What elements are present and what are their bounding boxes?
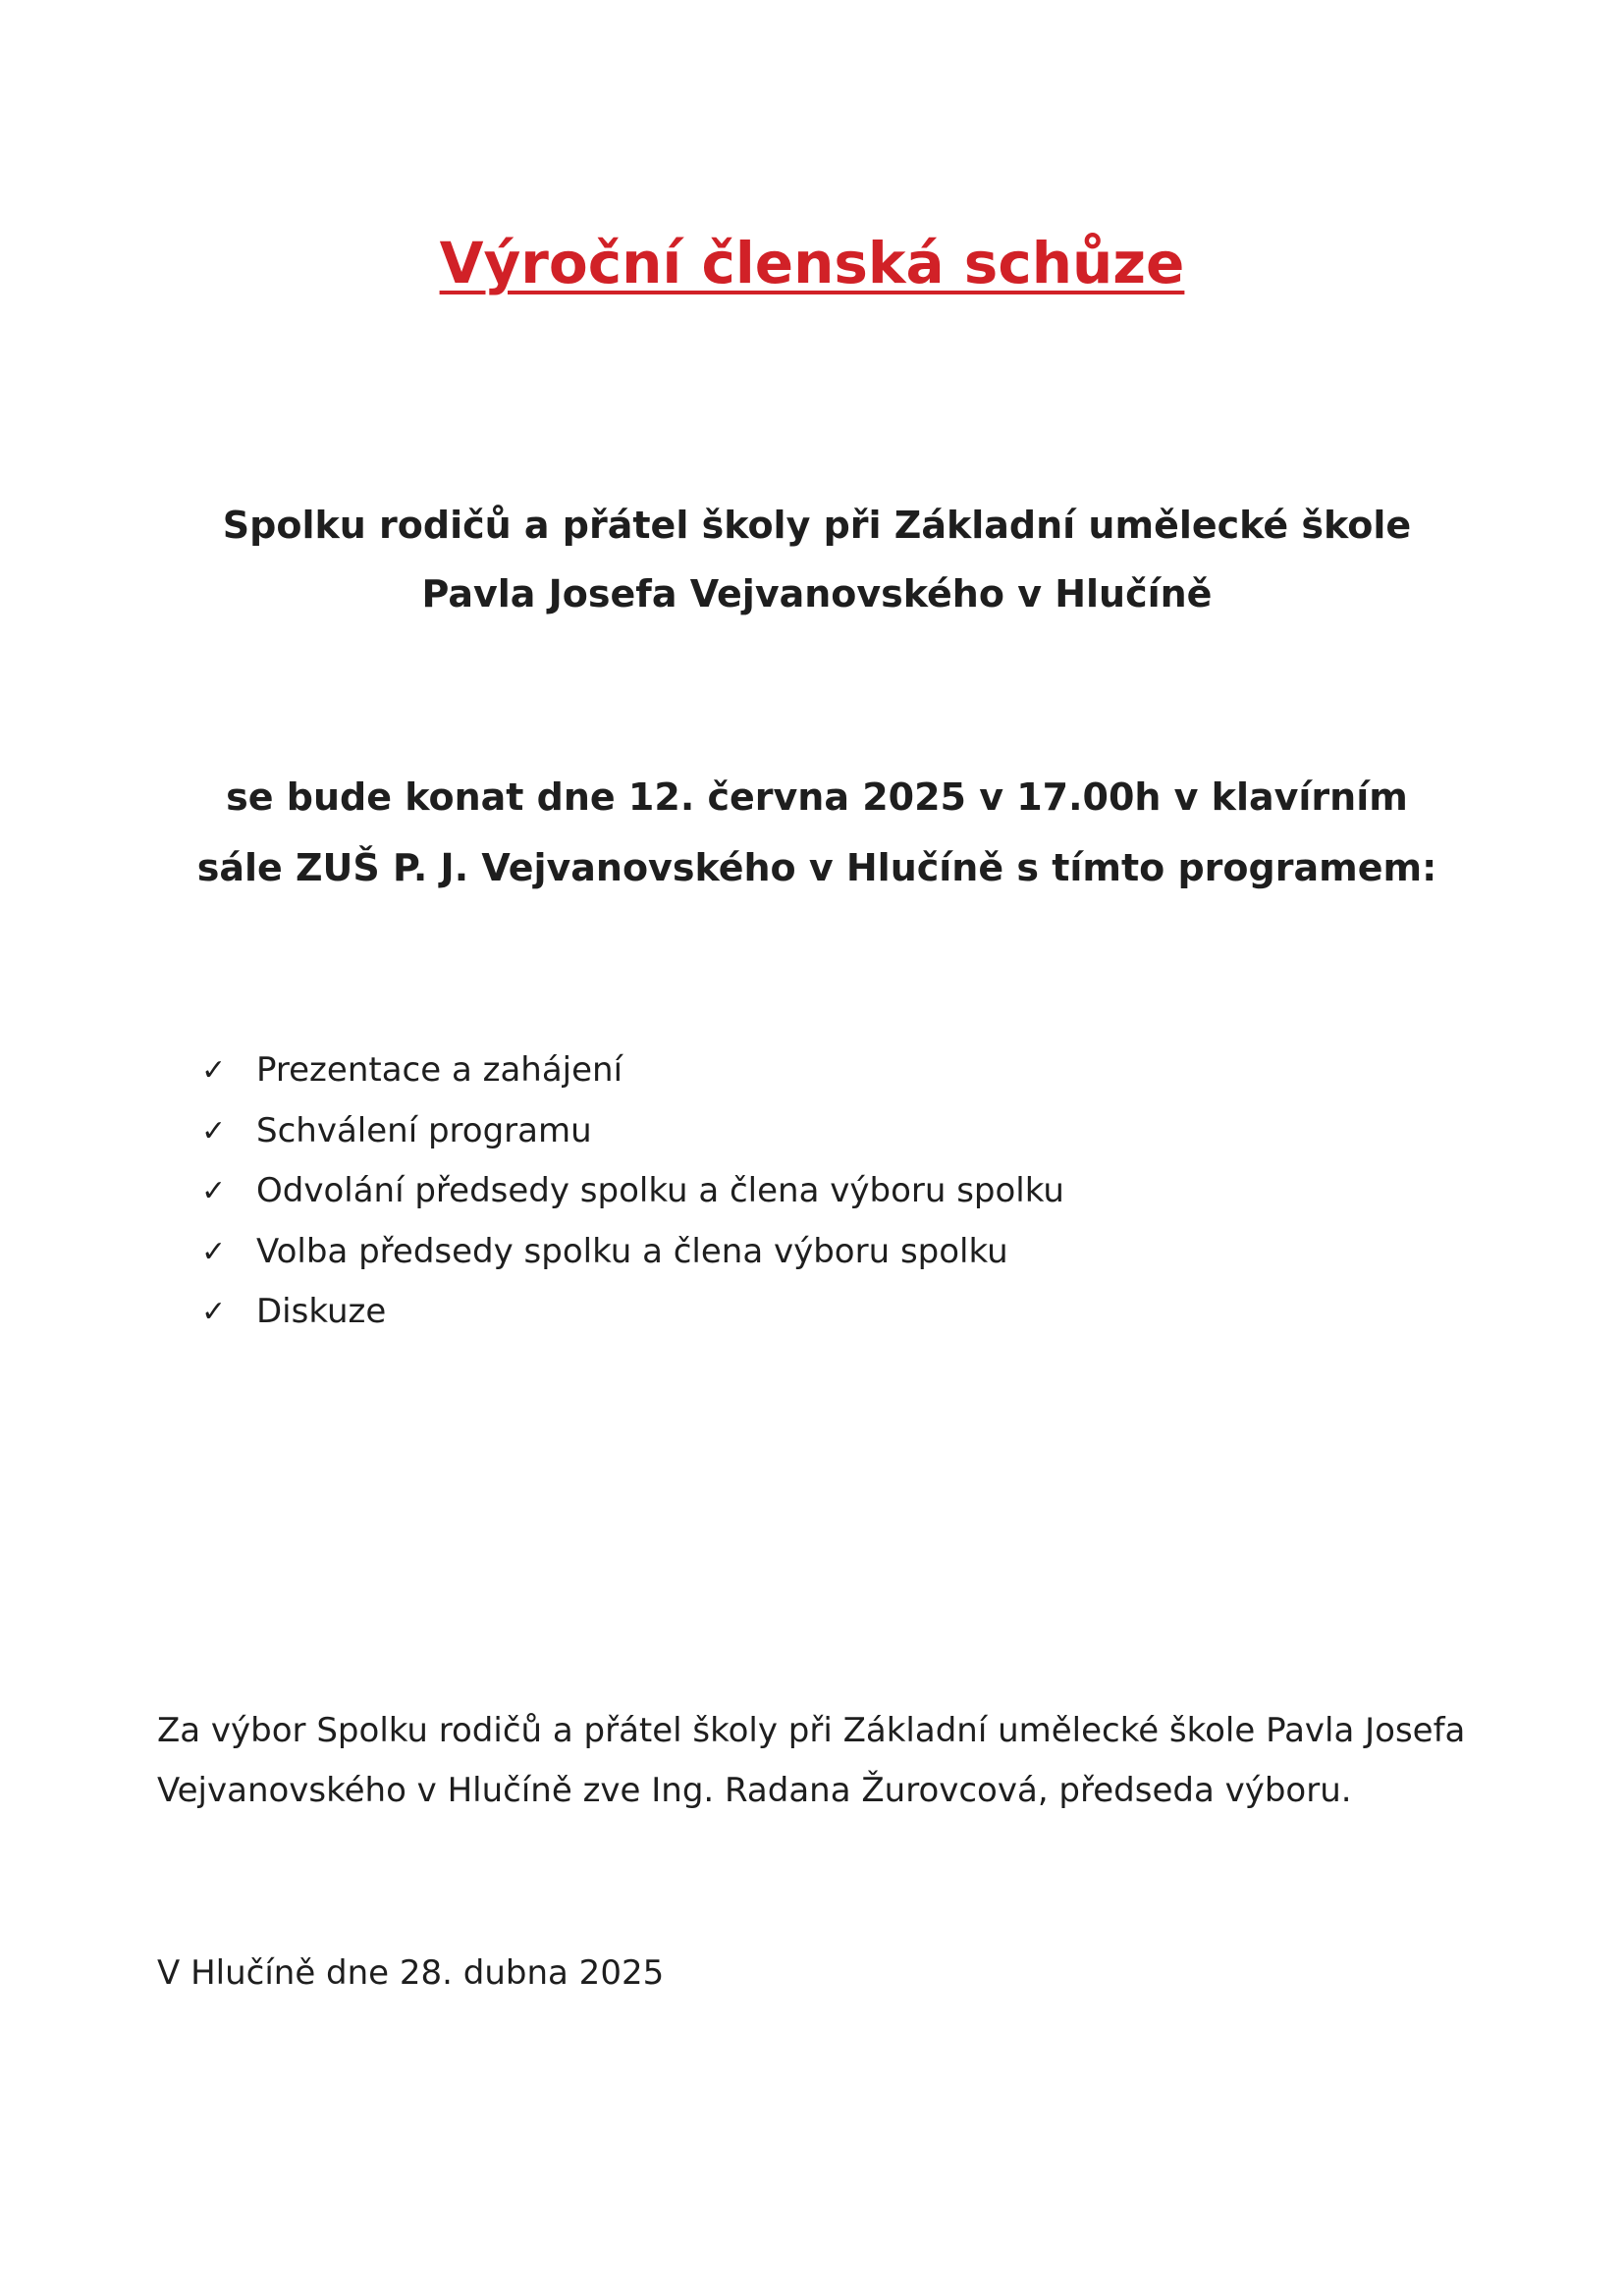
checkmark-icon: ✓: [201, 1234, 227, 1269]
program-item-label: Diskuze: [256, 1292, 387, 1331]
program-item: [201, 1282, 1064, 1343]
organization-heading: [0, 491, 1624, 628]
document-title: Výroční členská schůze: [439, 230, 1185, 296]
program-item: [201, 1222, 1064, 1283]
organization-line-2: Pavla Josefa Vejvanovského v Hlučíně: [421, 572, 1213, 615]
program-item-label: Prezentace a zahájení: [256, 1050, 623, 1090]
invitation-line-1: Za výbor Spolku rodičů a přátel školy při Základní umělecké škole Pavla Josefa: [157, 1711, 1466, 1750]
checkmark-icon: ✓: [201, 1174, 227, 1208]
program-list: [201, 1041, 1064, 1343]
event-details: [0, 762, 1624, 903]
program-item-label: Odvolání předsedy spolku a člena výboru spolku: [256, 1171, 1064, 1210]
checkmark-icon: ✓: [201, 1113, 227, 1148]
checkmark-icon: ✓: [201, 1053, 227, 1088]
organization-line-1: Spolku rodičů a přátel školy při Základní umělecké škole: [222, 504, 1412, 547]
program-item: [201, 1161, 1064, 1222]
event-line-1: se bude konat dne 12. června 2025 v 17.00h v klavírním: [226, 775, 1408, 819]
invitation-paragraph: [157, 1701, 1532, 1821]
place-and-date: V Hlučíně dne 28. dubna 2025: [157, 1953, 665, 1993]
program-item: [201, 1041, 1064, 1101]
program-item-label: Schválení programu: [256, 1110, 592, 1150]
event-line-2: sále ZUŠ P. J. Vejvanovského v Hlučíně s tímto programem:: [196, 846, 1437, 889]
program-item: [201, 1101, 1064, 1162]
program-item-label: Volba předsedy spolku a člena výboru spolku: [256, 1231, 1008, 1271]
invitation-line-2: Vejvanovského v Hlučíně zve Ing. Radana Žurovcová, předseda výboru.: [157, 1771, 1352, 1810]
checkmark-icon: ✓: [201, 1295, 227, 1329]
